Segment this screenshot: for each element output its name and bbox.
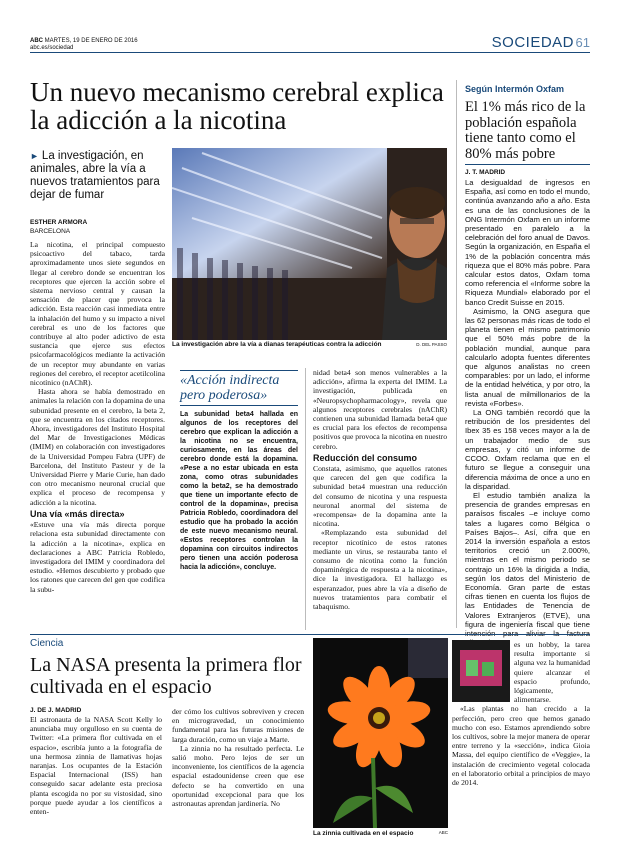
sidebar-tag: Según Intermón Oxfam xyxy=(465,84,565,94)
nasa-byline: J. DE J. MADRID xyxy=(30,707,82,714)
author-name: ESTHER ARMORA xyxy=(30,219,88,226)
section-divider xyxy=(30,634,590,635)
sidebar-rule xyxy=(465,164,590,165)
lead-bullet-icon: ► xyxy=(30,151,39,161)
subheading: Una vía «más directa» xyxy=(30,508,125,519)
column-divider xyxy=(305,368,306,630)
paragraph: La ONG también recordó que la retribución de los presidentes del Ibex 35 es 158 veces mayor a la de un trabajador medio de sus empresas, y citó un informe de CCOO. Oxfam reclama que en el futuro se llegue a conseguir una diferencia máxima de once a uno en la disparidad. xyxy=(465,408,590,491)
nasa-column-2 xyxy=(172,707,304,808)
paragraph: Constata, asimismo, que aquellos ratones que carecen del gen que codifica la subunidad beta4 muestran una reducción del consumo de nicotina y una respuesta neuronal anormal del sistema de «recompensa» de la dopamina ante la nicotina. xyxy=(313,464,447,529)
article-column-3 xyxy=(313,368,447,611)
author-city: BARCELONA xyxy=(30,228,71,235)
zinnia-graphic xyxy=(313,638,448,828)
nasa-headline: La NASA presenta la primera flor cultivada en el espacio xyxy=(30,654,302,698)
paragraph: «Estuve una vía más directa porque relaciona esta subunidad directamente con la adicción a la nicotina», explica en declaraciones a ABC Patricia Robledo, investigadora del IMIM y coordinadora del estudio. «Hemos descubierto y probado que los ratones que carecen del gen que codifica la subu- xyxy=(30,520,165,594)
paragraph: Asimismo, la ONG asegura que las 62 personas más ricas de todo el planeta tienen el mismo patrimonio que el 50% más pobre de la población mundial, aunque para calcularlo adopta fuentes diferentes que algunos analistas no creen comparables: por un lado, el informe de la entidad helvética, y por otro, la lista anual de milmillonarios de la revista «Forbes». xyxy=(465,306,590,408)
zinnia-photo xyxy=(313,638,448,828)
highlight-box xyxy=(180,370,298,572)
article-headline: Un nuevo mecanismo cerebral explica la adicción a la nicotina xyxy=(30,77,444,135)
paragraph: Hasta ahora se había demostrado en animales la relación con la dopamina de una subunidad presente en el cerebro, la beta 2, que se encuentra en los citados receptores. Ahora, investigadores del Instituto Hospital del Mar de Investigaciones Médicas (IMIM) en colaboración con investigadores de la Universidad Pompeu Fabra (UPF) de Barcelona, del Instituto Pasteur y de la Universidad Pierre y Marie Curie, han dado con otro mecanismo neuronal crucial que explica el proceso de recompensa y adicción a la nicotina. xyxy=(30,387,165,507)
sidebar-headline: El 1% más rico de la población española tiene tanto como el 80% más pobre xyxy=(465,99,586,162)
paragraph: der cómo los cultivos sobreviven y crecen en microgravedad, un conocimiento fundamental para las futuras misiones de larga duración, como un viaje a Marte. xyxy=(172,707,304,744)
paper-name: ABC xyxy=(30,38,43,44)
article-byline xyxy=(30,218,87,236)
highlight-title: «Acción indirecta pero poderosa» xyxy=(180,370,298,406)
nasa-column-3 xyxy=(452,640,590,787)
subheading: Reducción del consumo xyxy=(313,452,418,463)
paragraph: «Remplazando esta subunidad del receptor nicotínico de estos ratones mediante un virus, se restauraba tanto el consumo de nicotina como la función dopaminérgica de respuesta a la nicotina», dice la investigadora. El hallazgo es esperanzador, pues abre la vía a diseño de nuevos tratamientos para combatir el tabaquismo. xyxy=(313,528,447,612)
header-divider xyxy=(30,52,590,53)
photo-credit: ABC xyxy=(438,830,448,835)
page-number: 61 xyxy=(575,35,590,50)
paragraph: «Las plantas no han crecido a la perfección, pero creo que hemos ganado mucho con eso. Estamos aprendiendo sobre los cultivos, sobre la mejor manera de operar entre terreno y la «sección», indica Gioia Massa, del equipo científico de «Veggie», la instalación de crecimiento vegetal colocada en el laboratorio orbital a principios de mayo de 2014. xyxy=(452,704,590,788)
caption-text: La investigación abre la vía a dianas terapéuticas contra la adicción xyxy=(172,341,382,348)
paragraph: nidad beta4 son menos vulnerables a la adicción», afirma la experta del IMIM. La investigación, publicada en «Neuropsychopharmacology», revela que algunos receptores cerebrales (nAChR) contienen una subunidad llamada beta4 que es crucial para los efectos de recompensa positivos que provoca la nicotina en nuestro cerebro. xyxy=(313,368,447,451)
science-section-label: Ciencia xyxy=(30,638,64,649)
sidebar-body xyxy=(465,178,590,647)
paragraph: La desigualdad de ingresos en España, así como en todo el mundo, continúa avanzando año a año. Esta es una de las conclusiones de la ONG Intermón Oxfam en un informe presentado en paralelo a la celebración del foro anual de Davos. Según la organización, en España el 1% de la población concentra más riqueza que el 80% más pobre. Para calcular estos datos, Oxfam toma como referencia el «Informe sobre la Riqueza Mundial» elaborado por el banco Credit Suisse en 2015. xyxy=(465,178,590,307)
caption-text: La zinnia cultivada en el espacio xyxy=(313,830,414,837)
section-label: SOCIEDAD xyxy=(491,34,574,51)
research-photo xyxy=(172,148,447,340)
issue-date: MARTES, 19 DE ENERO DE 2016 xyxy=(44,38,138,44)
paragraph: El astronauta de la NASA Scott Kelly lo anunciaba muy orgulloso en su cuenta de Twitter: «La primera flor cultivada en el espacio», escribía junto a la fotografía de una hermosa zinnia de llamativas hojas naranjas. Los ocupantes de la Estación Espacial Internacional (ISS) han conseguido sacar adelante esta preciosa planta escogida no por su vistosidad, sino porque puede ayudar a los científicos a enten- xyxy=(30,715,162,817)
nasa-column-1 xyxy=(30,715,162,816)
lab-photo-graphic xyxy=(172,148,447,340)
paragraph: El estudio también analiza la presencia de grandes empresas en paraísos fiscales –e incluye como tales a lugares como Bélgica o Países Bajos–. Así, cifra que en 2014 la inversión española a estos territorios creció un 2.000%, mientras en el mismo periodo se contrajo un 16% la dirigida a India, según los datos del Ministerio de Economía. Gran parte de estas cifras tienen en cuenta los flujos de las Entidades de Tenencia de Valores Extranjeros (ETVE), una figura de ingeniería fiscal que tiene xyxy=(465,490,590,629)
paragraph: La zinnia no ha resultado perfecta. Le salió moho. Pero lejos de ser un inconveniente, los científicos de la agencia espacial estadounidense creen que ese defecto se ha convertido en una oportunidad excepcional para que los astronautas aprendan jardinería. No xyxy=(172,743,304,809)
paragraph: La nicotina, el principal compuesto psicoactivo del tabaco, tarda aproximadamente unos siete segundos en llegar al cerebro donde se encuentran los receptores que ejercen la acción sobre el sistema nervioso central y causan la sensación de placer que provoca la adicción. Esta reacción casi inmediata entre la inhalación del humo y su impacto a nivel cerebral es uno de los factores que contribuye al alto poder adictivo de esta sustancia que ejerce sus efectos psicofarmacológicos mediante la activación de un receptor muy abundante en varias regiones del cerebro, el receptor acetilcolina nicotínico (nAChR). xyxy=(30,240,165,388)
zinnia-caption xyxy=(313,830,448,837)
lead-text: La investigación, en animales, abre la vía a nuevos tratamientos para dejar de fumar xyxy=(30,150,160,201)
article-lead xyxy=(30,150,170,202)
article-column-1 xyxy=(30,240,165,594)
photo-caption xyxy=(172,340,447,349)
photo-credit: D. DEL PASSO xyxy=(416,342,447,347)
sidebar-byline: J. T. MADRID xyxy=(465,169,506,176)
page-header-info xyxy=(30,38,138,52)
sidebar-divider xyxy=(456,80,457,628)
site-url[interactable]: abc.es/sociedad xyxy=(30,45,74,51)
paragraph: es un hobby, la tarea resulta importante si alguna vez la humanidad quiere alcanzar el espacio profundo, lógicamente, alimentarse. xyxy=(514,640,590,705)
highlight-body: La subunidad beta4 hallada en algunos de los receptores del cerebro que explican la adicción a la nicotina no se encuentra, curiosamente, en las áreas del cerebro donde está la dopamina. «Pese a no estar ubicada en esta zona, como otras subunidades como la beta2, se ha demostrado que tiene un importante efecto de control de la dopamina», precisa Patricia Robledo, coordinadora del estudio que ha probado la acción de este nuevo mecanismo neural. «Estos receptores controlan la dopamina con circuitos indirectos pero tienen una acción poderosa hacia la adicción», concluye. xyxy=(180,411,298,571)
